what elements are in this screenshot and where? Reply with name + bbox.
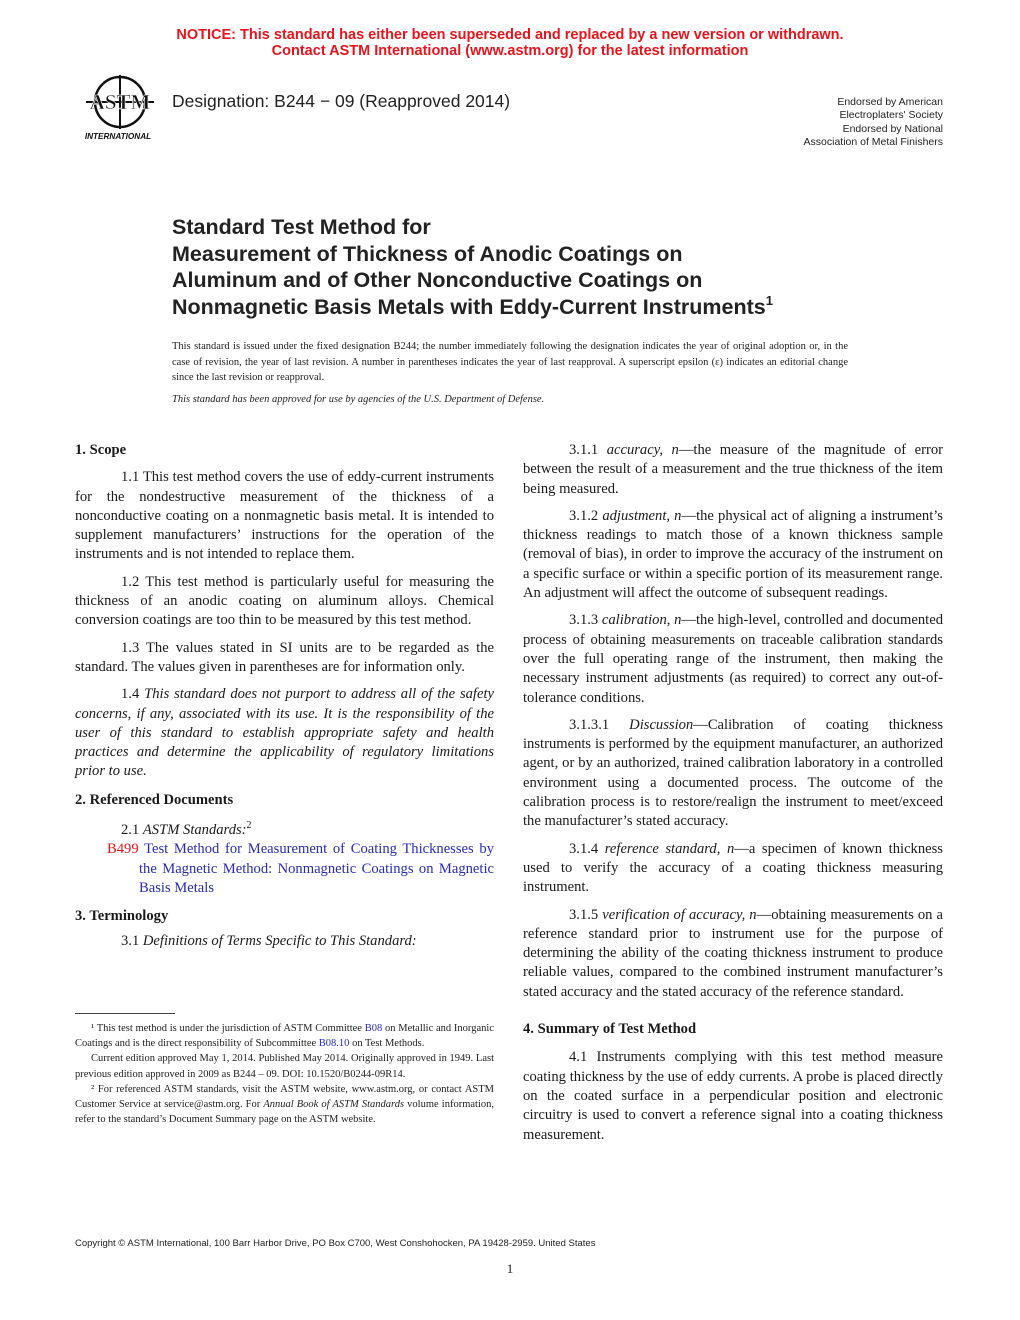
paragraph-1-2: 1.2 This test method is particularly useful for measuring the thickness of an anodic coating on aluminum alloys. Chemical conversion coatings are too thin to be measured by this test method. <box>75 573 494 629</box>
logo-text: ASTM <box>89 90 151 114</box>
endorsement: Endorsed by American Electroplaters' Society Endorsed by National Association of Metal Finishers <box>803 96 943 148</box>
title-footnote-ref[interactable]: 1 <box>765 292 773 308</box>
paragraph-2-1: 2.1 ASTM Standards:$^2$ <box>121 820 252 838</box>
subcommittee-b08-10-link[interactable]: B08.10 <box>318 1038 350 1050</box>
logo-subtext: INTERNATIONAL <box>84 132 152 141</box>
notice-line-2[interactable]: Contact ASTM International (www.astm.org) for the latest information <box>271 43 749 59</box>
document-title: Standard Test Method for Measurement of Thickness of Anodic Coatings on Aluminum and of Other Nonconductive Coatings on Nonmagnetic Basis Metals with Eddy-Current Instruments$^1$ <box>172 215 773 319</box>
paragraph-1-3: 1.3 The values stated in SI units are to be regarded as the standard. The values given in parentheses are for information only. <box>75 639 494 675</box>
section-heading-summary: 4. Summary of Test Method <box>523 1021 697 1038</box>
page-number: 1 <box>506 1261 514 1276</box>
left-column <box>75 441 494 952</box>
designation: Designation: B244 − 09 (Reapproved 2014) <box>172 91 511 111</box>
calibration-discussion: 3.1.3.1 Discussion—Calibration of coating thickness instruments is performed by the equipment manufacturer, an authorized agent, or by an authorized, trained calibration laboratory in a controlled environment using a documented process. The outcome of the calibration process is to restore/realign the instrument to meet/exceed the manufacturer’s stated accuracy. <box>523 716 944 830</box>
footnotes <box>75 1021 494 1127</box>
footnote-2: ² For referenced ASTM standards, visit the ASTM website, www.astm.org, or contact ASTM Customer Service at service@astm.org. For Annual Book of ASTM Standards volume information, refer to the standard’s Document Summary page on the ASTM website. <box>75 1083 494 1126</box>
definition-reference-standard: 3.1.4 reference standard, n—a specimen of known thickness used to verify the accuracy of a coating thickness measuring instrument. <box>523 840 943 896</box>
copyright: Copyright © ASTM International, 100 Barr Harbor Drive, PO Box C700, West Conshohocken, PA 19428-2959. United States <box>75 1238 596 1249</box>
footnote-divider <box>75 1013 175 1014</box>
paragraph-1-4: 1.4 This standard does not purport to address all of the safety concerns, if any, associated with its use. It is the responsibility of the user of this standard to establish appropriate safety and health practices and determine the applicability of regulatory limitations prior to use. <box>75 686 494 780</box>
definition-adjustment: 3.1.2 adjustment, n—the physical act of aligning a instrument’s thickness readings to match those of a known thickness sample (removal of bias), in order to improve the accuracy of the instrument on a specific surface or within a specific portion of its measurement range. An adjustment will affect the outcome of subsequent readings. <box>523 507 943 602</box>
section-heading-referenced-documents: 2. Referenced Documents <box>75 791 234 808</box>
footnote-1: ¹ This test method is under the jurisdiction of ASTM Committee B08 on Metallic and Inorganic Coatings and is the direct responsibility of Subcommittee B08.10 on Test Methods. <box>75 1023 494 1050</box>
definition-verification-of-accuracy: 3.1.5 verification of accuracy, n—obtaining measurements on a reference standard prior to instrument use for the purpose of determining the ability of the coating thickness instrument to produce reliable values, compared to the combined instrument manufacturer’s stated accuracy and the stated accuracy of the reference standard. <box>523 906 943 1000</box>
footnote-1-edition: Current edition approved May 1, 2014. Published May 2014. Originally approved in 1949. Last previous edition approved in 2009 as B244 – 09. DOI: 10.1520/B0244-09R14. <box>75 1053 494 1080</box>
paragraph-1-1: 1.1 This test method covers the use of eddy-current instruments for the nondestructive measurement of the thickness of a nonconductive coating on a nonmagnetic basis metal. It is intended to supplement manufacturers’ instructions for the operation of the instruments and is not intended to replace them. <box>75 469 494 563</box>
committee-b08-link[interactable]: B08 <box>364 1023 383 1034</box>
astm-logo <box>74 72 162 144</box>
reference-b499-link[interactable]: B499 Test Method for Measurement of Coating Thicknesses by the Magnetic Method: Nonmagnetic Coatings on Magnetic Basis Metals <box>107 841 495 896</box>
dod-approval-note: This standard has been approved for use by agencies of the U.S. Department of Defense. <box>172 394 545 405</box>
right-column <box>523 441 943 1145</box>
definition-calibration: 3.1.3 calibration, n—the high-level, controlled and documented process of obtaining measurements on traceable calibration standards over the full operating range of the instrument, then making the necessary instrument adjustments (as required) to correct any out-of-tolerance conditions. <box>523 612 943 706</box>
section-heading-terminology: 3. Terminology <box>75 908 169 925</box>
paragraph-4-1: 4.1 Instruments complying with this test method measure coating thickness by the use of eddy currents. A probe is placed directly on the coated surface in a perpendicular position and electronic circuitry is used to convert a reference signal into a coating thickness measurement. <box>523 1049 943 1143</box>
section-heading-scope: 1. Scope <box>75 442 127 458</box>
notice-line-1: NOTICE: This standard has either been superseded and replaced by a new version or withdrawn. <box>176 27 844 43</box>
preamble: This standard is issued under the fixed designation B244; the number immediately following the designation indicates the year of original adoption or, in the case of revision, the year of last revision. A number in parentheses indicates the year of last reapproval. A superscript epsilon (ε) indicates an editorial change since the last revision or reapproval. <box>172 341 848 384</box>
paragraph-3-1: 3.1 Definitions of Terms Specific to This Standard: <box>121 933 417 950</box>
definition-accuracy: 3.1.1 accuracy, n—the measure of the magnitude of error between the result of a measurement and the true thickness of the item being measured. <box>523 442 943 497</box>
